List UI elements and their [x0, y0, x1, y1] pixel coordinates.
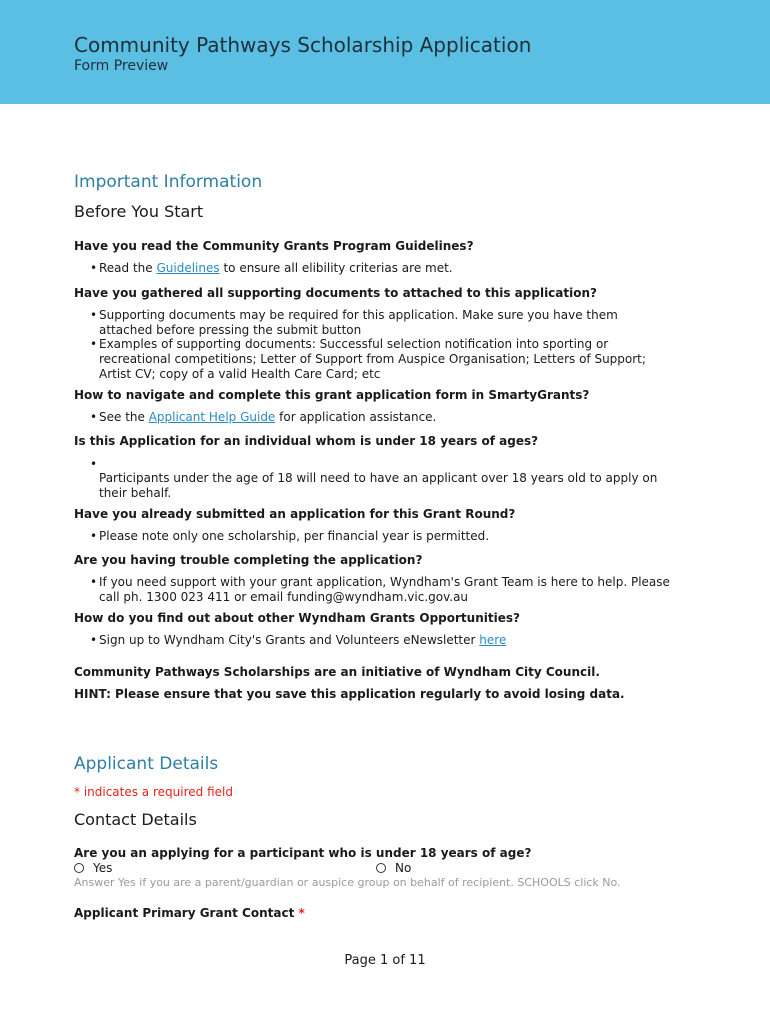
bullet-one-scholarship	[74, 529, 674, 544]
bullet-dot-icon: •	[90, 261, 98, 275]
question-trouble: Are you having trouble completing the application?	[74, 553, 423, 567]
newsletter-link[interactable]: here	[479, 633, 507, 647]
bullet-text: Examples of supporting documents: Successful selection notification into sporting or recreational competitions; Letter of Support from Auspice Organisation; Letters of Support; Artist CV; copy of a valid Health Care Card; etc	[99, 337, 646, 381]
under-18-radio-group	[74, 861, 694, 876]
initiative-note: Community Pathways Scholarships are an initiative of Wyndham City Council.	[74, 665, 600, 679]
under-18-hint: Answer Yes if you are a parent/guardian or auspice group on behalf of recipient. SCHOOLS click No.	[74, 876, 621, 889]
bullet-text: Sign up to Wyndham City's Grants and Volunteers eNewsletter	[99, 633, 480, 647]
primary-contact-text: Applicant Primary Grant Contact	[74, 906, 295, 920]
bullet-help-guide	[74, 410, 674, 425]
bullet-text: If you need support with your grant application, Wyndham's Grant Team is here to help. Please call ph. 1300 023 411 or email funding@wyndham.vic.gov.au	[99, 575, 670, 604]
bullet-dot-icon: •	[90, 457, 98, 471]
question-guidelines: Have you read the Community Grants Program Guidelines?	[74, 239, 474, 253]
question-navigate: How to navigate and complete this grant application form in SmartyGrants?	[74, 388, 590, 402]
required-star: *	[298, 906, 305, 920]
radio-circle-icon[interactable]	[376, 863, 386, 873]
bullet-dot-icon: •	[90, 410, 98, 424]
primary-contact-label	[74, 906, 305, 920]
required-field-note: * indicates a required field	[74, 785, 233, 799]
radio-yes-label: Yes	[93, 861, 113, 875]
bullet-supporting-docs-1	[74, 308, 674, 338]
page-number: Page 1 of 11	[344, 953, 426, 968]
bullet-text: for application assistance.	[275, 410, 437, 424]
bullet-dot-icon: •	[90, 337, 98, 351]
bullet-support	[74, 575, 674, 605]
bullet-under-18: Participants under the age of 18 will need to have an applicant over 18 years old to apply on their behalf.	[99, 471, 658, 500]
radio-yes[interactable]	[74, 861, 112, 875]
guidelines-link[interactable]: Guidelines	[156, 261, 220, 275]
applicant-help-guide-link[interactable]: Applicant Help Guide	[148, 410, 276, 424]
bullet-supporting-docs-2	[74, 337, 674, 382]
bullet-dot-icon: •	[90, 308, 98, 322]
bullet-newsletter	[74, 633, 674, 648]
applicant-details-heading: Applicant Details	[74, 754, 219, 774]
bullet-dot-icon: •	[90, 529, 98, 543]
save-hint: HINT: Please ensure that you save this application regularly to avoid losing data.	[74, 687, 625, 701]
bullet-text: Read the	[99, 261, 157, 275]
radio-circle-icon[interactable]	[74, 863, 84, 873]
radio-no[interactable]	[376, 861, 411, 875]
form-subtitle: Form Preview	[74, 58, 169, 74]
question-supporting-docs: Have you gathered all supporting documents to attached to this application?	[74, 286, 597, 300]
bullet-dot-icon: •	[90, 575, 98, 589]
question-applying-under-18: Are you an applying for a participant who is under 18 years of age?	[74, 846, 532, 860]
form-title: Community Pathways Scholarship Application	[74, 33, 532, 57]
question-already-submitted: Have you already submitted an application for this Grant Round?	[74, 507, 516, 521]
header-banner	[0, 0, 770, 104]
before-you-start-heading: Before You Start	[74, 202, 204, 221]
bullet-text: Please note only one scholarship, per financial year is permitted.	[99, 529, 490, 543]
question-under-18: Is this Application for an individual whom is under 18 years of ages?	[74, 434, 539, 448]
question-opportunities: How do you find out about other Wyndham Grants Opportunities?	[74, 611, 520, 625]
bullet-text: See the	[99, 410, 149, 424]
contact-details-heading: Contact Details	[74, 810, 197, 829]
bullet-dot-icon: •	[90, 633, 98, 647]
bullet-guidelines	[74, 261, 674, 276]
bullet-text: Supporting documents may be required for this application. Make sure you have them attached before pressing the submit button	[99, 308, 618, 337]
radio-no-label: No	[395, 861, 412, 875]
important-info-heading: Important Information	[74, 172, 263, 192]
bullet-text: to ensure all elibility criterias are met.	[219, 261, 453, 275]
